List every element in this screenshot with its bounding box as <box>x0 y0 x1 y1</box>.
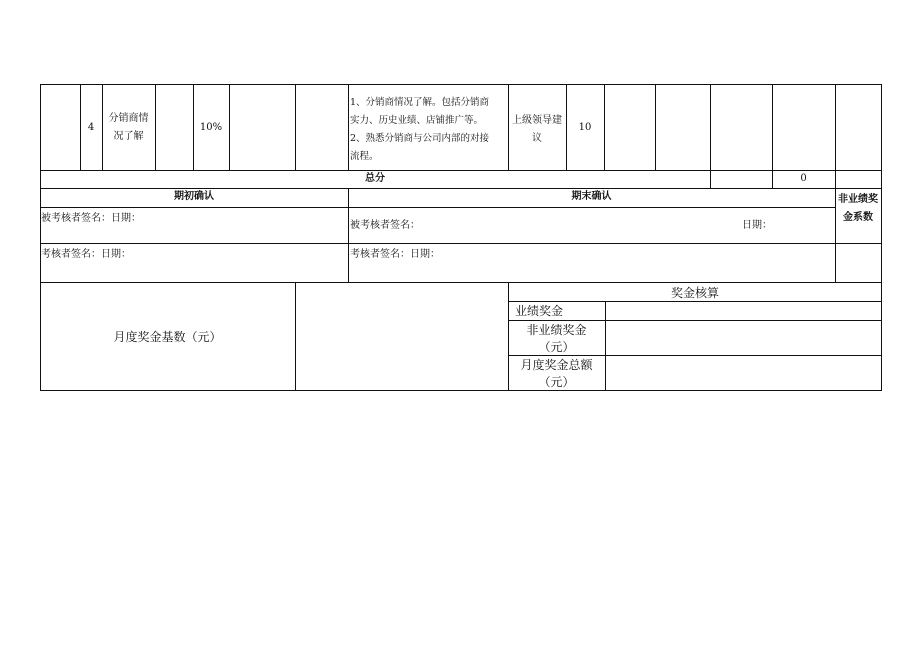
item-desc-line3: 2、熟悉分销商与公司内部的对接 <box>350 133 490 144</box>
item-index: 4 <box>87 122 95 133</box>
rule <box>295 84 296 170</box>
rule <box>710 84 711 188</box>
item-name-line1: 分销商情 <box>108 113 149 124</box>
rule <box>40 207 836 208</box>
rule <box>655 84 656 170</box>
item-name-line2: 况了解 <box>113 131 144 142</box>
monthly-bonus-total-line1: 月度奖金总额 <box>520 358 593 372</box>
nonperf-coef-line1: 非业绩奖 <box>838 194 878 205</box>
rule <box>605 301 606 390</box>
bonus-calc-title: 奖金核算 <box>670 286 719 300</box>
initial-confirm-title: 期初确认 <box>174 191 214 202</box>
rule <box>40 188 882 189</box>
examinee-sign-initial: 被考核者签名：日期： <box>41 213 141 224</box>
rule <box>604 84 605 170</box>
monthly-bonus-base-label: 月度奖金基数（元） <box>113 330 222 344</box>
final-confirm-title: 期末确认 <box>571 191 612 202</box>
nonperf-coef-line2: 金系数 <box>843 212 873 223</box>
rule <box>348 84 349 170</box>
item-weight: 10% <box>199 122 223 133</box>
total-value: 0 <box>800 173 807 184</box>
rule <box>881 84 882 390</box>
rule <box>40 390 882 391</box>
examinee-sign-final: 被考核者签名： <box>350 220 420 231</box>
rule <box>102 84 103 170</box>
perf-bonus-label: 业绩奖金 <box>515 304 564 318</box>
rule <box>40 84 882 85</box>
rule <box>40 243 882 244</box>
examiner-sign-final: 考核者签名：日期： <box>350 249 440 260</box>
total-label: 总分 <box>365 173 385 184</box>
rule <box>40 282 882 283</box>
nonperf-bonus-line2: （元） <box>538 340 575 354</box>
item-score: 10 <box>578 122 592 133</box>
item-source-line1: 上级领导建 <box>512 115 562 126</box>
nonperf-bonus-line1: 非业绩奖金 <box>526 323 587 337</box>
item-desc-line2: 实力、历史业绩、店铺推广等。 <box>350 115 484 126</box>
item-source-line2: 议 <box>532 133 542 144</box>
item-desc-line1: 1、分销商情况了解。包括分销商 <box>350 97 490 108</box>
examiner-sign-initial: 考核者签名：日期： <box>41 249 131 260</box>
monthly-bonus-total-line2: （元） <box>538 375 575 389</box>
rule <box>229 84 230 170</box>
rule <box>835 84 836 282</box>
rule <box>155 84 156 170</box>
examinee-date-final: 日期： <box>742 220 772 231</box>
rule <box>40 170 882 171</box>
item-desc-line4: 流程。 <box>350 151 379 162</box>
rule <box>295 282 296 390</box>
